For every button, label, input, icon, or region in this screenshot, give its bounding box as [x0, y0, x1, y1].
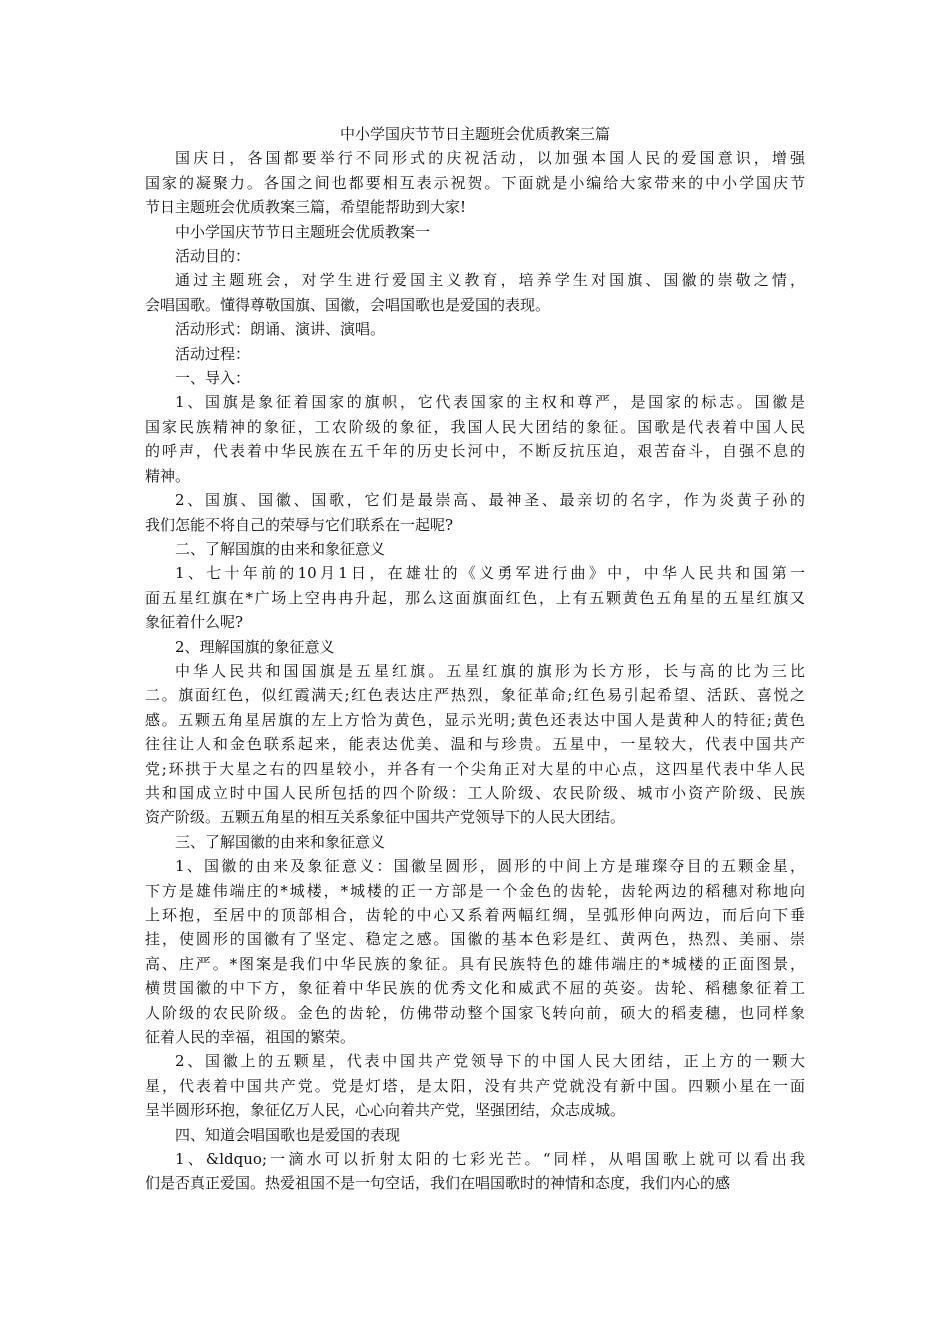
paragraph-line: 中小学国庆节节日主题班会优质教案一 [175, 222, 431, 241]
paragraph-line: 共和国成立时中国人民所包括的四个阶级：工人阶级、农民阶级、城市小资产阶级、民族 [145, 783, 805, 802]
document-page [145, 122, 805, 1196]
paragraph-line: 活动过程： [175, 344, 251, 363]
paragraph-line: 挂，使圆形的国徽有了坚定、稳定之感。国徽的基本色彩是红、黄两色，热烈、美丽、崇 [145, 930, 805, 949]
paragraph [145, 659, 805, 830]
paragraph [145, 1123, 805, 1147]
paragraph [145, 1147, 805, 1196]
paragraph-line: 象征着什么呢? [145, 613, 244, 632]
paragraph [145, 561, 805, 634]
document-body [145, 146, 805, 1195]
paragraph-line: 中华人民共和国国旗是五星红旗。五星红旗的旗形为长方形，长与高的比为三比 [175, 661, 805, 680]
paragraph [145, 830, 805, 854]
paragraph-line: 节日主题班会优质教案三篇，希望能帮助到大家! [145, 198, 467, 217]
paragraph-line: 1、国徽的由来及象征意义：国徽呈圆形，圆形的中间上方是璀璨夺目的五颗金星， [175, 857, 805, 876]
paragraph-line: 2、国旗、国徽、国歌，它们是最崇高、最神圣、最亲切的名字，作为炎黄子孙的 [175, 491, 805, 510]
paragraph [145, 488, 805, 537]
paragraph-line: 1、七十年前的10月1日，在雄壮的《义勇军进行曲》中，中华人民共和国第一 [175, 564, 805, 583]
paragraph [145, 146, 805, 219]
paragraph [145, 317, 805, 341]
paragraph-line: 感。五颗五角星居旗的左上方恰为黄色，显示光明;黄色还表达中国人是黄种人的特征;黄色 [145, 710, 805, 729]
paragraph-line: 会唱国歌。懂得尊敬国旗、国徽，会唱国歌也是爱国的表现。 [145, 295, 551, 314]
paragraph [145, 220, 805, 244]
paragraph-line: 下方是雄伟端庄的*城楼，*城楼的正一方部是一个金色的齿轮，齿轮两边的稻穗对称地向 [145, 881, 805, 900]
paragraph-line: 2、理解国旗的象征意义 [175, 637, 335, 656]
paragraph-line: 高、庄严。*图案是我们中华民族的象征。具有民族特色的雄伟端庄的*城楼的正面图景， [145, 954, 805, 973]
paragraph-line: 资产阶级。五颗五角星的相互关系象征中国共产党领导下的人民大团结。 [145, 808, 626, 827]
paragraph [145, 537, 805, 561]
paragraph-line: 党;环拱于大星之右的四星较小，并各有一个尖角正对大星的中心点，这四星代表中华人民 [145, 759, 805, 778]
paragraph [145, 244, 805, 268]
paragraph-line: 1、国旗是象征着国家的旗帜，它代表国家的主权和尊严，是国家的标志。国徽是 [175, 393, 805, 412]
paragraph-line: 面五星红旗在*广场上空冉冉升起，那么这面旗面红色，上有五颗黄色五角星的五星红旗又 [145, 588, 805, 607]
paragraph-line: 星，代表着中国共产党。党是灯塔，是太阳，没有共产党就没有新中国。四颗小星在一面 [145, 1076, 805, 1095]
paragraph [145, 390, 805, 488]
paragraph [145, 635, 805, 659]
paragraph-line: 四、知道会唱国歌也是爱国的表现 [175, 1125, 401, 1144]
paragraph-line: 活动形式：朗诵、演讲、演唱。 [175, 320, 386, 339]
paragraph [145, 268, 805, 317]
paragraph-line: 们是否真正爱国。热爱祖国不是一句空话，我们在唱国歌时的神情和态度，我们内心的感 [145, 1174, 731, 1193]
paragraph-line: 一、导入： [175, 369, 251, 388]
paragraph-line: 上环抱，至居中的顶部相合，齿轮的中心又系着两幅红绸，呈弧形伸向两边，而后向下垂 [145, 906, 805, 924]
paragraph-line: 横贯国徽的中下方，象征着中华民族的优秀文化和威武不屈的英姿。齿轮、稻穗象征着工 [145, 979, 805, 998]
paragraph-line: 1、&ldquo;一滴水可以折射太阳的七彩光芒。“同样，从唱国歌上就可以看出我 [175, 1150, 805, 1169]
paragraph [145, 366, 805, 390]
paragraph [145, 854, 805, 1049]
paragraph-line: 2、国徽上的五颗星，代表中国共产党领导下的中国人民大团结，正上方的一颗大 [175, 1052, 805, 1071]
document-title: 中小学国庆节节日主题班会优质教案三篇 [339, 125, 610, 143]
paragraph-line: 二、了解国旗的由来和象征意义 [175, 539, 386, 558]
paragraph-line: 我们怎能不将自己的荣辱与它们联系在一起呢? [145, 515, 454, 534]
paragraph-line: 通过主题班会，对学生进行爱国主义教育，培养学生对国旗、国徽的崇敬之情， [175, 271, 805, 290]
paragraph-line: 往往让人和金色联系起来，能表达优美、温和与珍贵。五星中，一星较大，代表中国共产 [145, 735, 805, 754]
paragraph [145, 1049, 805, 1122]
paragraph-line: 国家民族精神的象征，工农阶级的象征，我国人民大团结的象征。国歌是代表着中国人民 [145, 417, 805, 436]
paragraph-line: 国庆日，各国都要举行不同形式的庆祝活动，以加强本国人民的爱国意识，增强 [175, 149, 805, 168]
paragraph-line: 征着人民的幸福，祖国的繁荣。 [145, 1028, 356, 1047]
paragraph-line: 的呼声，代表着中华民族在五千年的历史长河中，不断反抗压迫，艰苦奋斗，自强不息的 [145, 442, 805, 461]
paragraph [145, 342, 805, 366]
paragraph-line: 呈半圆形环抱，象征亿万人民，心心向着共产党，坚强团结，众志成城。 [145, 1101, 626, 1120]
paragraph-line: 人阶级的农民阶级。金色的齿轮，仿佛带动整个国家飞转向前，硕大的稻麦穗，也同样象 [145, 1003, 805, 1022]
paragraph-line: 二。旗面红色，似红霞满天;红色表达庄严热烈，象征革命;红色易引起希望、活跃、喜悦之 [145, 686, 805, 705]
paragraph-line: 三、了解国徽的由来和象征意义 [175, 832, 386, 851]
paragraph-line: 活动目的： [175, 247, 251, 266]
paragraph-line: 精神。 [145, 466, 191, 485]
paragraph-line: 国家的凝聚力。各国之间也都要相互表示祝贺。下面就是小编给大家带来的中小学国庆节 [145, 173, 805, 192]
